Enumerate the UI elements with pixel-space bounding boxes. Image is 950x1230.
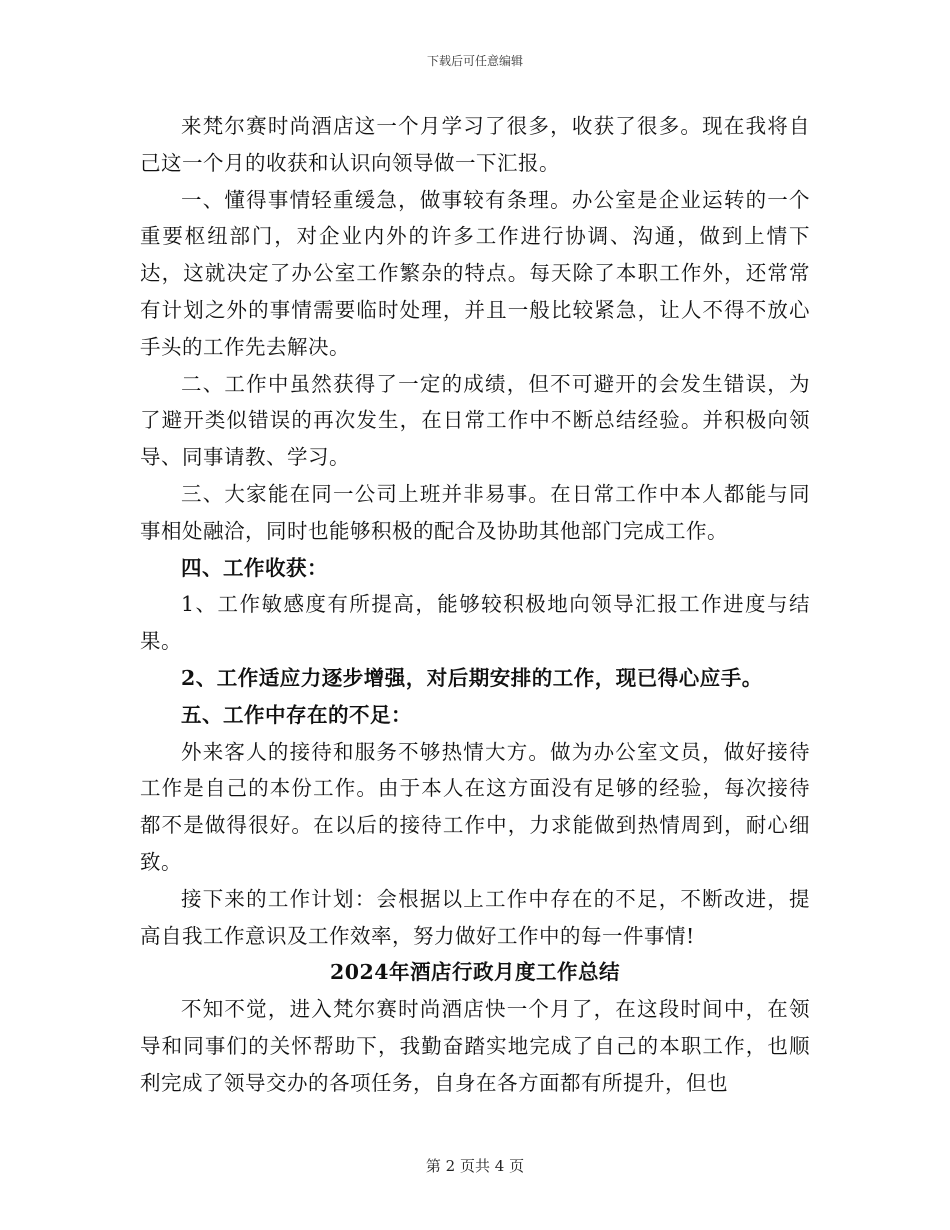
paragraph-gain-1: 1、工作敏感度有所提高，能够较积极地向领导汇报工作进度与结果。 — [140, 592, 810, 654]
page-header: 下载后可任意编辑 — [426, 54, 523, 68]
paragraph-summary-start: 不知不觉，进入梵尔赛时尚酒店快一个月了，在这段时间中，在领导和同事们的关怀帮助下，我勤奋踏实地完成了自己的本职工作，也顺利完成了领导交办的各项任务，自身在各方面都有所提升，但也 — [140, 997, 810, 1095]
paragraph-point-3: 三、大家能在同一公司上班并非易事。在日常工作中本人都能与同事相处融洽，同时也能够积极的配合及协助其他部门完成工作。 — [140, 481, 810, 543]
paragraph-intro: 来梵尔赛时尚酒店这一个月学习了很多，收获了很多。现在我将自己这一个月的收获和认识向领导做一下汇报。 — [140, 114, 810, 175]
heading-shortcomings: 五、工作中存在的不足： — [181, 702, 412, 727]
document-body — [140, 108, 810, 1102]
paragraph-point-2: 二、工作中虽然获得了一定的成绩，但不可避开的会发生错误，为了避开类似错误的再次发生，在日常工作中不断总结经验。并积极向领导、同事请教、学习。 — [140, 371, 810, 470]
page-footer: 第 2 页共 4 页 — [425, 1157, 525, 1175]
paragraph-next-plan: 接下来的工作计划：会根据以上工作中存在的不足，不断改进，提高自我工作意识及工作效率，努力做好工作中的每一件事情! — [140, 886, 810, 948]
heading-work-gains: 四、工作收获： — [181, 555, 328, 580]
paragraph-point-1: 一、懂得事情轻重缓急，做事较有条理。办公室是企业运转的一个重要枢纽部门，对企业内外的许多工作进行协调、沟通，做到上情下达，这就决定了办公室工作繁杂的特点。每天除了本职工作外，还常常有计划之外的事情需要临时处理，并且一般比较紧急，让人不得不放心手头的工作先去解决。 — [140, 187, 810, 359]
section-title: 2024年酒店行政月度工作总结 — [329, 960, 621, 985]
paragraph-shortcomings: 外来客人的接待和服务不够热情大方。做为办公室文员，做好接待工作是自己的本份工作。由于本人在这方面没有足够的经验，每次接待都不是做得很好。在以后的接待工作中，力求能做到热情周到，耐心细致。 — [140, 739, 810, 874]
paragraph-gain-2: 2、工作适应力逐步增强，对后期安排的工作，现已得心应手。 — [181, 665, 763, 690]
